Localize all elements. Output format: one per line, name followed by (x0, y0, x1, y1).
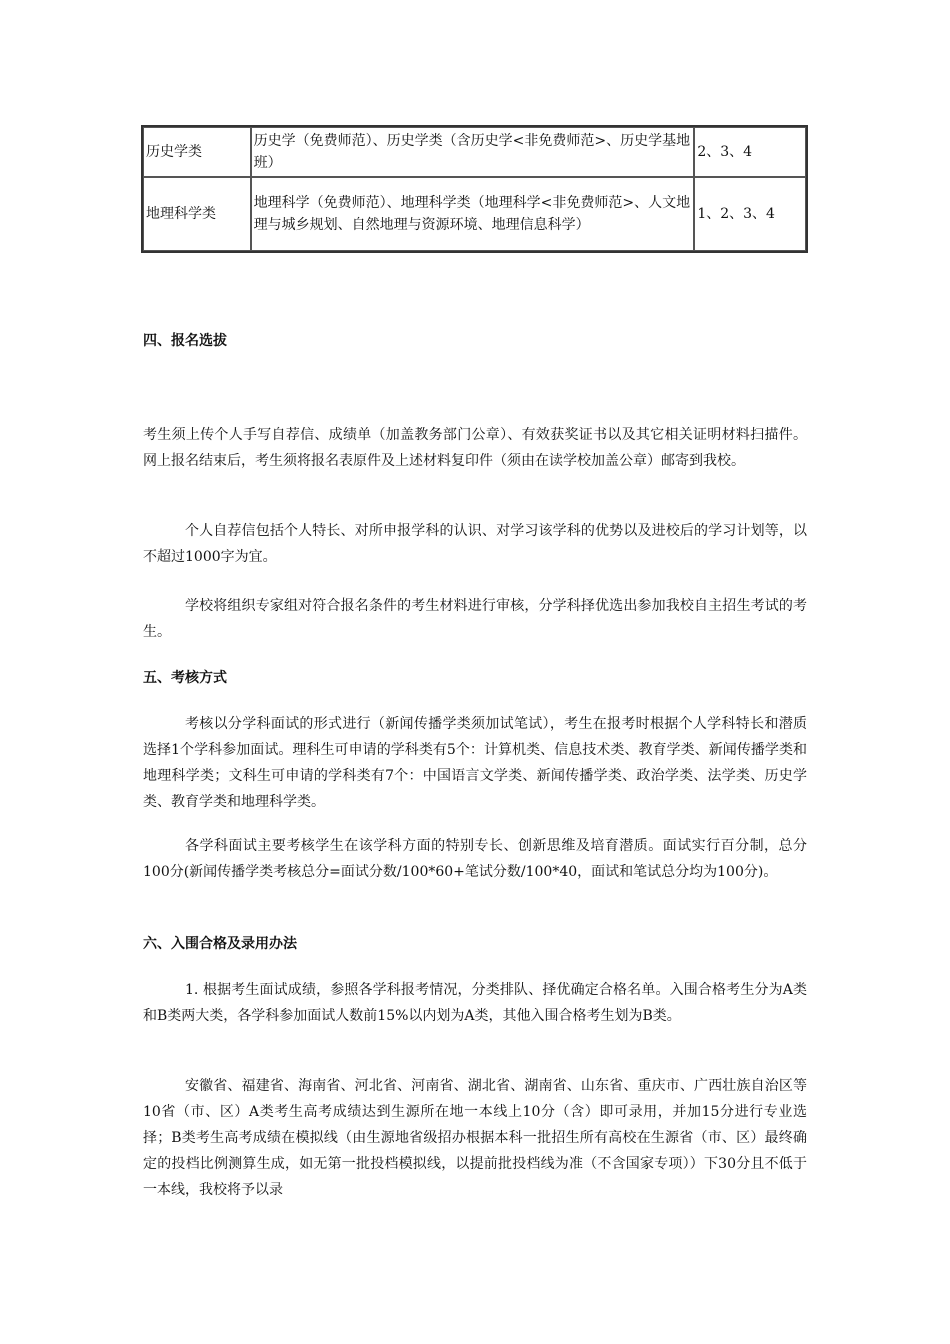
subject-table (141, 125, 808, 253)
table-row (143, 177, 806, 251)
paragraph: 1. 根据考生面试成绩，参照各学科报考情况，分类排队、择优确定合格名单。入围合格考生分为A类和B类两大类，各学科参加面试人数前15%以内划为A类，其他入围合格考生划为B类。 (143, 982, 807, 1024)
paragraph: 安徽省、福建省、海南省、河北省、河南省、湖北省、湖南省、山东省、重庆市、广西壮族自治区等10省（市、区）A类考生高考成绩达到生源所在地一本线上10分（含）即可录用，并加15分进行专业选择；B类考生高考成绩在模拟线（由生源地省级招办根据本科一批招生所有高校在生源省（市、区）最终确定的投档比例测算生成，如无第一批投档模拟线，以提前批投档线为准（不含国家专项））下30分且不低于一本线，我校将予以录 (143, 1078, 807, 1198)
paragraph: 考核以分学科面试的形式进行（新闻传播学类须加试笔试），考生在报考时根据个人学科特长和潜质选择1个学科参加面试。理科生可申请的学科类有5个：计算机类、信息技术类、教育学类、新闻传播学类和地理科学类；文科生可申请的学科类有7个：中国语言文学类、新闻传播学类、政治学类、法学类、历史学类、教育学类和地理科学类。 (143, 716, 807, 810)
majors-cell: 历史学（免费师范）、历史学类（含历史学<非免费师范>、历史学基地班） (251, 127, 695, 177)
section-heading-registration: 四、报名选拔 (143, 333, 227, 349)
table-row (143, 127, 806, 177)
section-heading-admission: 六、入围合格及录用办法 (143, 936, 297, 952)
paragraph: 各学科面试主要考核学生在该学科方面的特别专长、创新思维及培育潜质。面试实行百分制，总分100分(新闻传播学类考核总分=面试分数/100*60+笔试分数/100*40，面试和笔试总分均为100分)。 (143, 838, 807, 880)
paragraph: 考生须上传个人手写自荐信、成绩单（加盖教务部门公章）、有效获奖证书以及其它相关证明材料扫描件。网上报名结束后，考生须将报名表原件及上述材料复印件（须由在读学校加盖公章）邮寄到我校。 (143, 427, 807, 469)
section-heading-assessment: 五、考核方式 (143, 670, 227, 686)
paragraph: 学校将组织专家组对符合报名条件的考生材料进行审核，分学科择优选出参加我校自主招生考试的考生。 (143, 598, 807, 640)
majors-cell: 地理科学（免费师范）、地理科学类（地理科学<非免费师范>、人文地理与城乡规划、自然地理与资源环境、地理信息科学） (251, 177, 695, 251)
subjects-cell: 1、2、3、4 (694, 177, 806, 251)
category-cell: 历史学类 (143, 127, 251, 177)
category-cell: 地理科学类 (143, 177, 251, 251)
paragraph: 个人自荐信包括个人特长、对所申报学科的认识、对学习该学科的优势以及进校后的学习计划等，以不超过1000字为宜。 (143, 523, 807, 565)
subjects-cell: 2、3、4 (694, 127, 806, 177)
